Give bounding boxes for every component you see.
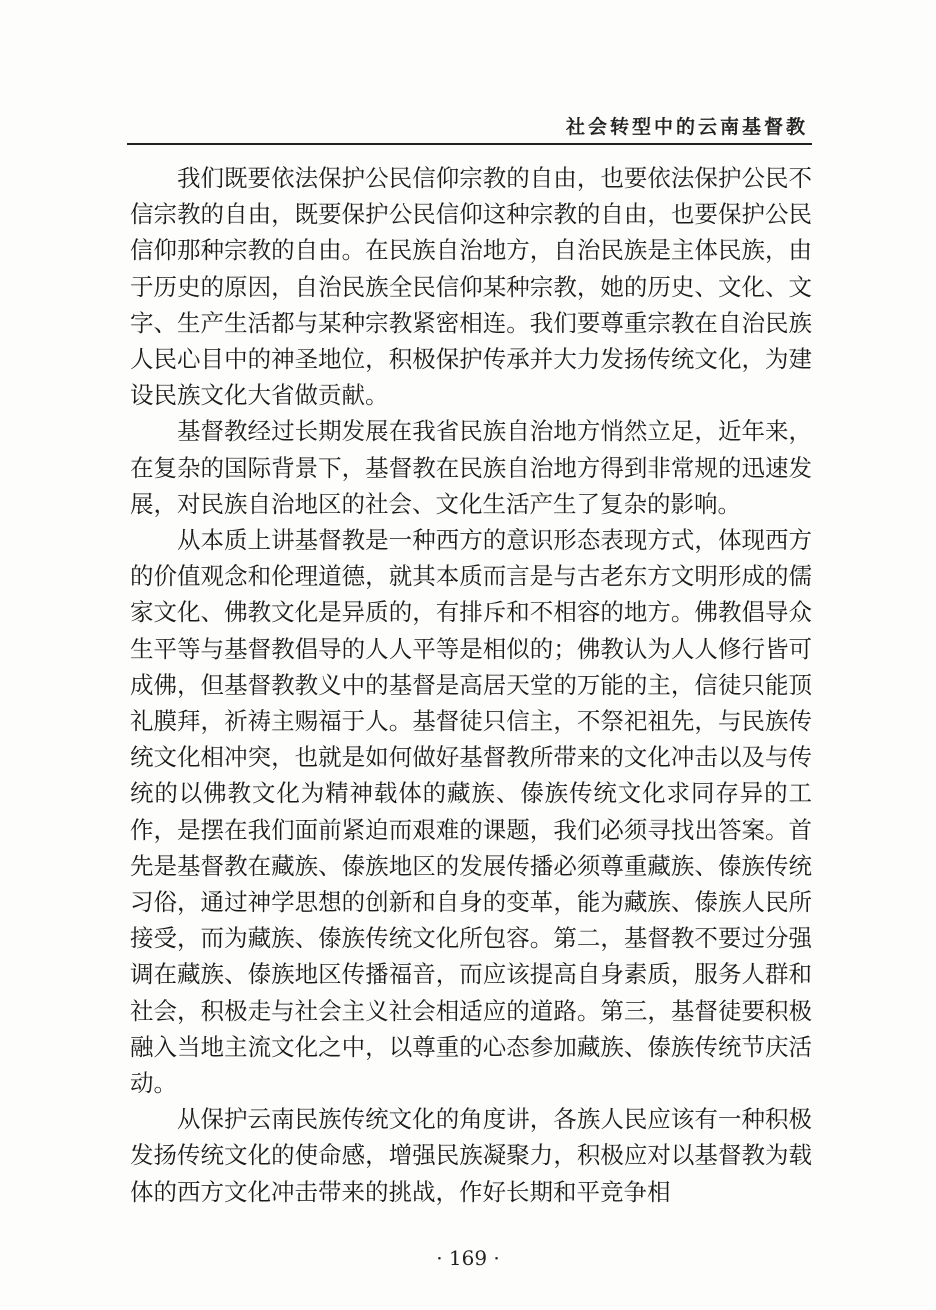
paragraph-4: 从保护云南民族传统文化的角度讲，各族人民应该有一种积极发扬传统文化的使命感，增强民族凝聚力，积极应对以基督教为载体的西方文化冲击带来的挑战，作好长期和平竞争相 <box>130 1105 812 1206</box>
running-header-title: 社会转型中的云南基督教 <box>565 116 808 138</box>
body-text <box>130 160 812 1210</box>
page-number: · 169 · <box>436 1246 500 1270</box>
paragraph-1: 我们既要依法保护公民信仰宗教的自由，也要依法保护公民不信宗教的自由，既要保护公民信仰这种宗教的自由，也要保护公民信仰那种宗教的自由。在民族自治地方，自治民族是主体民族，由于历史的原因，自治民族全民信仰某种宗教，她的历史、文化、文字、生产生活都与某种宗教紧密相连。我们要尊重宗教在自治民族人民心目中的神圣地位，积极保护传承并大力发扬传统文化，为建设民族文化大省做贡献。 <box>130 164 812 410</box>
paragraph-3: 从本质上讲基督教是一种西方的意识形态表现方式，体现西方的价值观念和伦理道德，就其本质而言是与古老东方文明形成的儒家文化、佛教文化是异质的，有排斥和不相容的地方。佛教倡导众生平等与基督教倡导的人人平等是相似的；佛教认为人人修行皆可成佛，但基督教教义中的基督是高居天堂的万能的主，信徒只能顶礼膜拜，祈祷主赐福于人。基督徒只信主，不祭祀祖先，与民族传统文化相冲突，也就是如何做好基督教所带来的文化冲击以及与传统的以佛教文化为精神载体的藏族、傣族传统文化求同存异的工作，是摆在我们面前紧迫而艰难的课题，我们必须寻找出答案。首先是基督教在藏族、傣族地区的发展传播必须尊重藏族、傣族传统习俗，通过神学思想的创新和自身的变革，能为藏族、傣族人民所接受，而为藏族、傣族传统文化所包容。第二，基督教不要过分强调在藏族、傣族地区传播福音，而应该提高自身素质，服务人群和社会，积极走与社会主义社会相适应的道路。第三，基督徒要积极融入当地主流文化之中，以尊重的心态参加藏族、傣族传统节庆活动。 <box>130 526 812 1098</box>
paragraph-2: 基督教经过长期发展在我省民族自治地方悄然立足，近年来，在复杂的国际背景下，基督教在民族自治地方得到非常规的迅速发展，对民族自治地区的社会、文化生活产生了复杂的影响。 <box>130 417 812 518</box>
header-rule <box>127 143 812 145</box>
